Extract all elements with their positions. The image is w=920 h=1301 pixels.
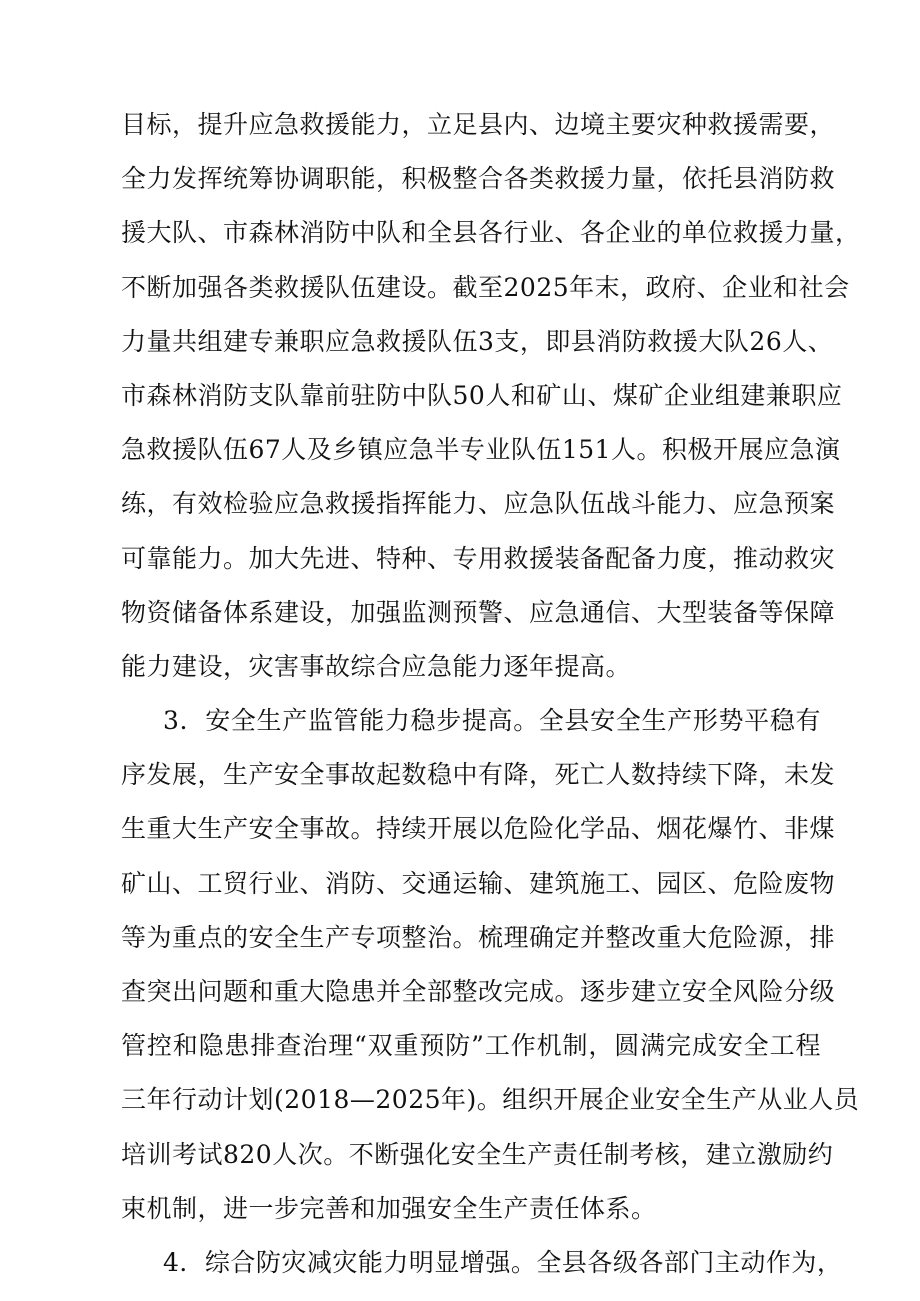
text-line: 物资储备体系建设，加强监测预警、应急通信、大型装备等保障 bbox=[121, 597, 836, 627]
text-line: 束机制，进一步完善和加强安全生产责任体系。 bbox=[121, 1193, 657, 1223]
text-line: 三年行动计划(2018—2025年)。组织开展企业安全生产从业人员 bbox=[121, 1085, 860, 1115]
text-line: 练，有效检验应急救援指挥能力、应急队伍战斗能力、应急预案 bbox=[121, 489, 836, 519]
text-line: 矿山、工贸行业、消防、交通运输、建筑施工、园区、危险废物 bbox=[121, 868, 836, 898]
text-line: 市森林消防支队靠前驻防中队50人和矿山、煤矿企业组建兼职应 bbox=[121, 380, 843, 410]
text-line: 生重大生产安全事故。持续开展以危险化学品、烟花爆竹、非煤 bbox=[121, 814, 836, 844]
paragraph-disaster-prevention bbox=[121, 1236, 843, 1290]
text-line: 管控和隐患排查治理“双重预防”工作机制，圆满完成安全工程 bbox=[121, 1031, 821, 1061]
text-line: 全力发挥统筹协调职能，积极整合各类救援力量，依托县消防救 bbox=[121, 164, 836, 194]
text-line: 目标，提升应急救援能力，立足县内、边境主要灾种救援需要， bbox=[121, 110, 836, 139]
text-line: 查突出问题和重大隐患并全部整改完成。逐步建立安全风险分级 bbox=[121, 977, 836, 1006]
text-line: 急救援队伍67人及乡镇应急半专业队伍151人。积极开展应急演 bbox=[121, 435, 841, 465]
text-line: 序发展，生产安全事故起数稳中有降，死亡人数持续下降，未发 bbox=[121, 760, 836, 790]
text-line: 能力建设，灾害事故综合应急能力逐年提高。 bbox=[121, 651, 632, 681]
section-heading-line: 3．安全生产监管能力稳步提高。全县安全生产形势平稳有 bbox=[163, 706, 821, 736]
text-line: 力量共组建专兼职应急救援队伍3支，即县消防救援大队26人、 bbox=[121, 326, 834, 356]
text-line: 等为重点的安全生产专项整治。梳理确定并整改重大危险源，排 bbox=[121, 922, 836, 952]
paragraph-rescue-capacity bbox=[121, 98, 861, 694]
document-body bbox=[121, 98, 861, 1290]
text-line: 援大队、市森林消防中队和全县各行业、各企业的单位救援力量， bbox=[121, 218, 861, 248]
text-line: 可靠能力。加大先进、特种、专用救援装备配备力度，推动救灾 bbox=[121, 543, 836, 573]
text-line: 培训考试820人次。不断强化安全生产责任制考核，建立激励约 bbox=[121, 1139, 834, 1169]
paragraph-safety-supervision bbox=[121, 694, 860, 1236]
text-line: 不断加强各类救援队伍建设。截至2025年末，政府、企业和社会 bbox=[121, 272, 850, 302]
section-heading-line: 4．综合防灾减灾能力明显增强。全县各级各部门主动作为， bbox=[163, 1247, 843, 1277]
